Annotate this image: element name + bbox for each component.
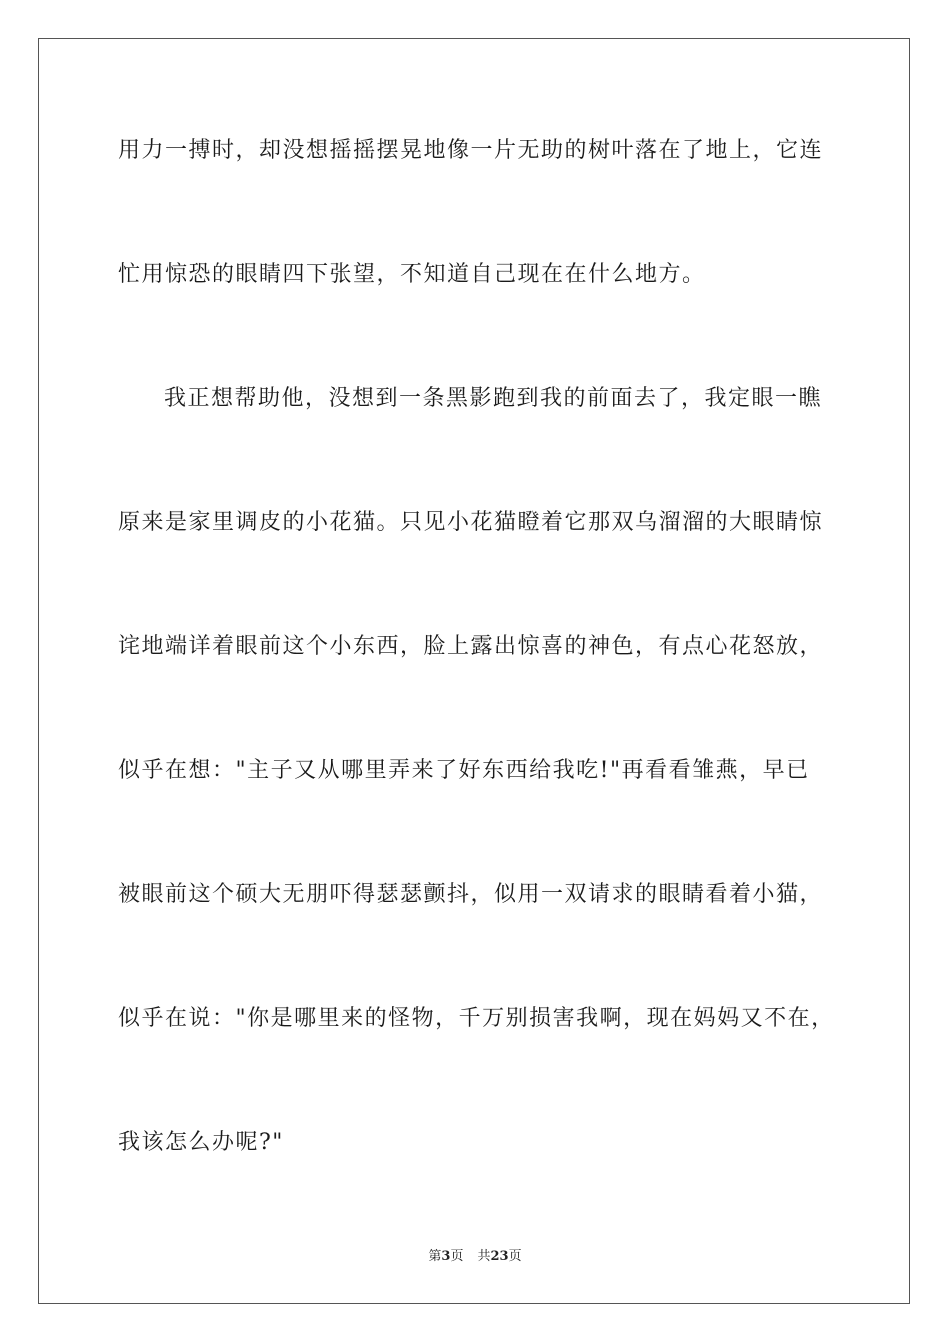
body-line-5: 诧地端详着眼前这个小东西，脸上露出惊喜的神色，有点心花怒放， xyxy=(118,634,824,659)
total-pages-label: 共23页 xyxy=(477,1249,522,1264)
page-number-label: 第3页 xyxy=(428,1249,464,1264)
total-page-number: 23 xyxy=(490,1249,509,1264)
body-line-9: 我该怎么办呢?" xyxy=(118,1130,284,1155)
body-line-2: 忙用惊恐的眼睛四下张望，不知道自己现在在什么地方。 xyxy=(118,262,706,287)
body-line-6: 似乎在想："主子又从哪里弄来了好东西给我吃!"再看看雏燕，早已 xyxy=(118,758,810,783)
body-line-8: 似乎在说："你是哪里来的怪物，千万别损害我啊，现在妈妈又不在， xyxy=(118,1006,835,1031)
current-page-number: 3 xyxy=(441,1249,451,1264)
body-line-7: 被眼前这个硕大无朋吓得瑟瑟颤抖，似用一双请求的眼睛看着小猫， xyxy=(118,882,824,907)
body-line-1: 用力一搏时，却没想摇摇摆晃地像一片无助的树叶落在了地上，它连 xyxy=(118,138,824,163)
body-line-4: 原来是家里调皮的小花猫。只见小花猫瞪着它那双乌溜溜的大眼睛惊 xyxy=(118,510,824,535)
page-border xyxy=(38,38,910,1304)
body-line-3-paragraph-start: 我正想帮助他，没想到一条黑影跑到我的前面去了，我定眼一瞧 xyxy=(164,386,823,411)
page-footer xyxy=(0,1249,950,1265)
